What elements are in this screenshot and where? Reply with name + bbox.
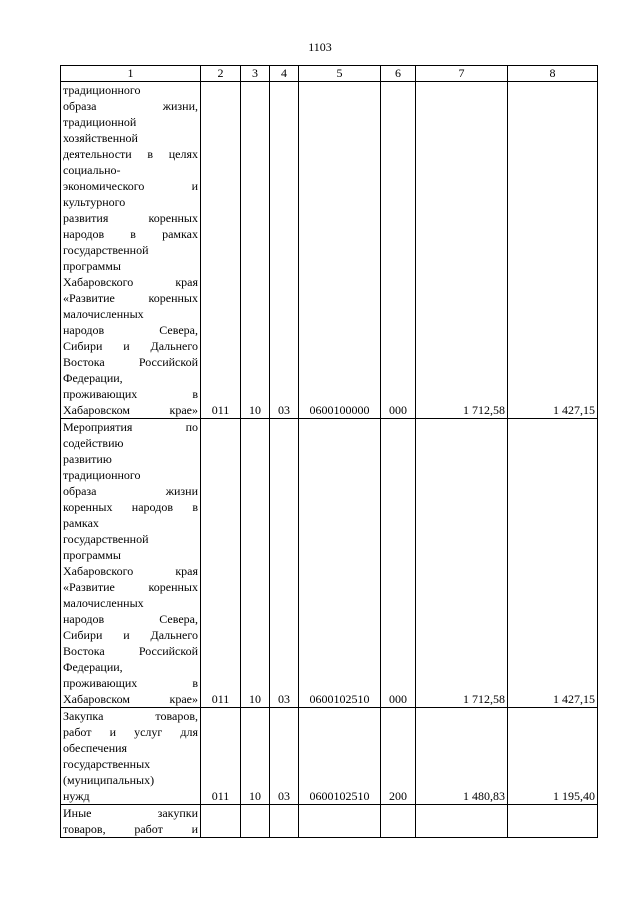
description-line: народов Севера, <box>63 612 198 626</box>
table-row <box>61 805 598 838</box>
table-header-row <box>61 66 598 82</box>
amount-year-1: 1 712,58 <box>416 82 508 419</box>
description-line: Сибири и Дальнего <box>63 628 198 642</box>
header-col-8: 8 <box>508 66 598 82</box>
description-line: хозяйственной <box>63 131 138 145</box>
code-target: 0600102510 <box>299 708 381 805</box>
description-line: Мероприятия по <box>63 420 198 434</box>
header-col-5: 5 <box>299 66 381 82</box>
header-col-7: 7 <box>416 66 508 82</box>
description-line: народов Севера, <box>63 323 198 337</box>
description-line: «Развитие коренных <box>63 291 198 305</box>
code-subsection: 03 <box>270 708 299 805</box>
description-line: «Развитие коренных <box>63 580 198 594</box>
table-row <box>61 419 598 708</box>
code-target: 0600102510 <box>299 419 381 708</box>
amount-year-1 <box>416 805 508 838</box>
amount-year-2: 1 427,15 <box>508 82 598 419</box>
description-line: развития коренных <box>63 211 198 225</box>
code-section: 10 <box>241 82 270 419</box>
description-line: Востока Российской <box>63 644 198 658</box>
description-line: Востока Российской <box>63 355 198 369</box>
description-line: Хабаровского края <box>63 564 198 578</box>
code-section: 10 <box>241 419 270 708</box>
description-line: Хабаровском крае» <box>63 403 198 417</box>
description-line: рамках <box>63 516 99 530</box>
description-line: содействию <box>63 436 124 450</box>
description-line: малочисленных <box>63 596 144 610</box>
code-section: 10 <box>241 708 270 805</box>
description-line: обеспечения <box>63 741 128 755</box>
code-target <box>299 805 381 838</box>
code-expense-type <box>381 805 416 838</box>
description-line: образа жизни, <box>63 99 198 113</box>
code-subsection: 03 <box>270 419 299 708</box>
description-line: Федерации, <box>63 660 123 674</box>
description-line: традиционной <box>63 115 137 129</box>
description-line: государственной <box>63 532 149 546</box>
header-col-4: 4 <box>270 66 299 82</box>
description-line: программы <box>63 259 121 273</box>
code-section <box>241 805 270 838</box>
description-line: традиционного <box>63 83 141 97</box>
description-line: товаров, работ и <box>63 822 198 836</box>
description-line: Хабаровском крае» <box>63 692 198 706</box>
code-target: 0600100000 <box>299 82 381 419</box>
header-col-3: 3 <box>241 66 270 82</box>
description-line: Сибири и Дальнего <box>63 339 198 353</box>
description-line: образа жизни <box>63 484 198 498</box>
code-admin: 011 <box>201 82 241 419</box>
amount-year-1: 1 712,58 <box>416 419 508 708</box>
code-admin <box>201 805 241 838</box>
description-line: Закупка товаров, <box>63 709 198 723</box>
description-line: культурного <box>63 195 126 209</box>
code-expense-type: 000 <box>381 82 416 419</box>
description-line: социально- <box>63 163 121 177</box>
row-description <box>61 805 201 838</box>
description-line: экономического и <box>63 179 198 193</box>
description-line: (муниципальных) <box>63 773 155 787</box>
description-line: Федерации, <box>63 371 123 385</box>
row-description <box>61 82 201 419</box>
description-line: традиционного <box>63 468 141 482</box>
header-col-1: 1 <box>61 66 201 82</box>
row-description <box>61 419 201 708</box>
budget-table <box>60 65 598 838</box>
table-row <box>61 708 598 805</box>
description-line: народов в рамках <box>63 227 198 241</box>
description-line: Хабаровского края <box>63 275 198 289</box>
row-description <box>61 708 201 805</box>
code-admin: 011 <box>201 708 241 805</box>
description-line: работ и услуг для <box>63 725 198 739</box>
amount-year-1: 1 480,83 <box>416 708 508 805</box>
description-line: нужд <box>63 789 90 803</box>
code-expense-type: 000 <box>381 419 416 708</box>
header-col-6: 6 <box>381 66 416 82</box>
amount-year-2: 1 427,15 <box>508 419 598 708</box>
code-expense-type: 200 <box>381 708 416 805</box>
description-line: малочисленных <box>63 307 144 321</box>
description-line: деятельности в целях <box>63 147 198 161</box>
description-line: проживающих в <box>63 387 198 401</box>
description-line: государственных <box>63 757 151 771</box>
description-line: программы <box>63 548 121 562</box>
amount-year-2 <box>508 805 598 838</box>
page-number: 1103 <box>308 40 332 54</box>
description-line: государственной <box>63 243 149 257</box>
description-line: Иные закупки <box>63 806 198 820</box>
description-line: коренных народов в <box>63 500 198 514</box>
description-line: проживающих в <box>63 676 198 690</box>
header-col-2: 2 <box>201 66 241 82</box>
code-subsection <box>270 805 299 838</box>
description-line: развитию <box>63 452 112 466</box>
amount-year-2: 1 195,40 <box>508 708 598 805</box>
table-row <box>61 82 598 419</box>
code-subsection: 03 <box>270 82 299 419</box>
code-admin: 011 <box>201 419 241 708</box>
